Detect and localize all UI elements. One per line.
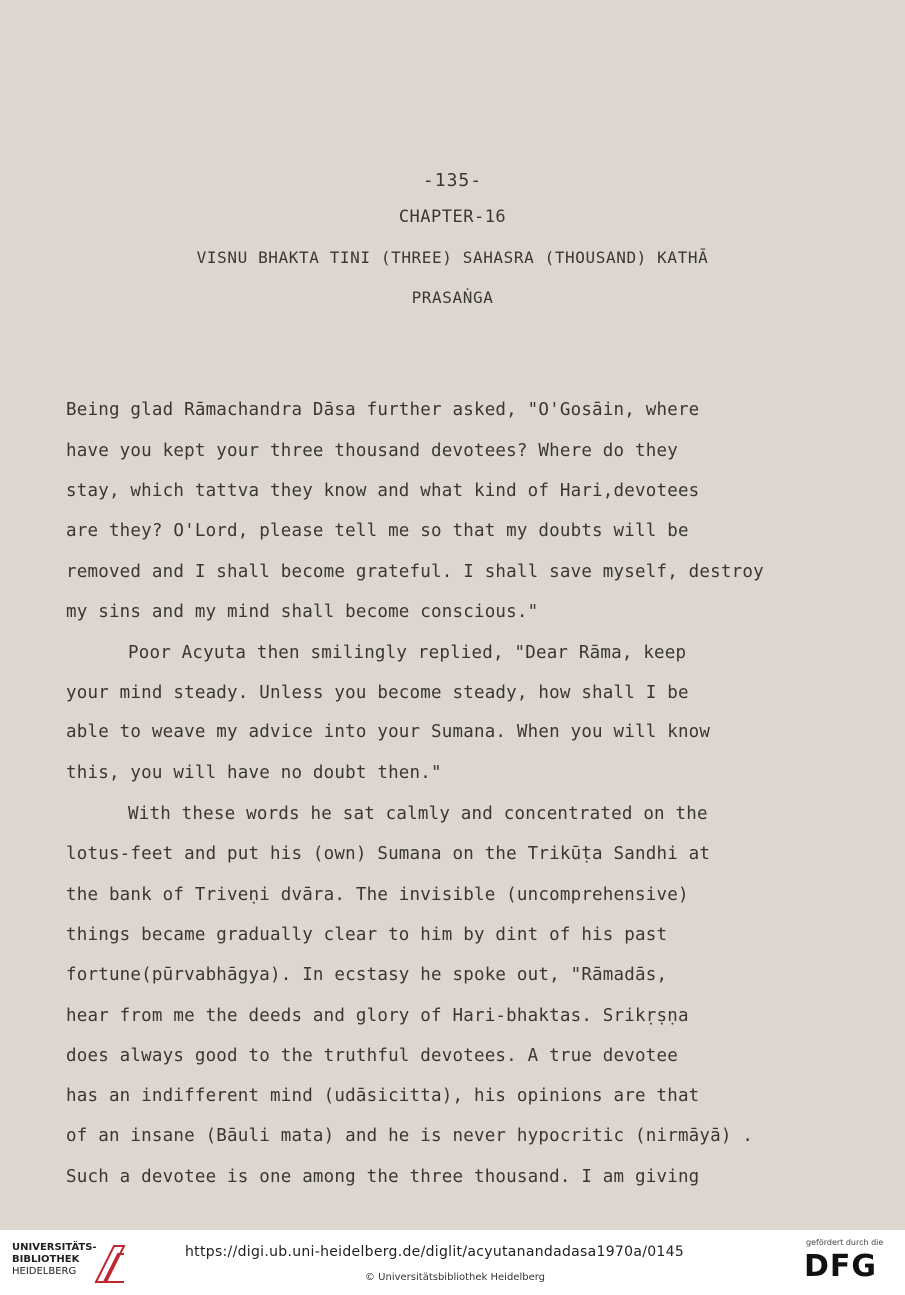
university-library-logo[interactable] (12, 1242, 132, 1286)
text-line: hear from me the deeds and glory of Hari-bhaktas. Srikṛṣṇa (66, 1006, 689, 1026)
text-line: my sins and my mind shall become conscious." (66, 602, 539, 622)
text-line: Being glad Rāmachandra Dāsa further asked, "O'Gosāin, where (66, 400, 700, 420)
text-line: able to weave my advice into your Sumana. When you will know (66, 722, 711, 742)
dfg-logo-text: DFG (804, 1249, 878, 1284)
permalink-url[interactable]: https://digi.ub.uni-heidelberg.de/diglit/acyutanandadasa1970a/0145 (185, 1244, 685, 1260)
text-line: fortune(pūrvabhāgya). In ecstasy he spoke out, "Rāmadās, (66, 965, 668, 985)
text-line: have you kept your three thousand devotees? Where do they (66, 441, 678, 461)
text-line: With these words he sat calmly and concentrated on the (128, 804, 708, 824)
page-number: -135- (422, 170, 483, 191)
text-line: removed and I shall become grateful. I shall save myself, destroy (66, 562, 764, 582)
text-line: the bank of Triveṇi dvāra. The invisible (uncomprehensive) (66, 885, 689, 905)
funder-caption: gefördert durch die (806, 1238, 884, 1247)
logo-line-3: HEIDELBERG (12, 1266, 77, 1277)
chapter-title-line-1: VISNU BHAKTA TINI (THREE) SAHASRA (THOUSAND) KATHĀ (196, 248, 709, 267)
text-line: has an indifferent mind (udāsicitta), his opinions are that (66, 1086, 700, 1106)
text-line: Such a devotee is one among the three thousand. I am giving (66, 1167, 700, 1187)
text-line: Poor Acyuta then smilingly replied, "Dear Rāma, keep (128, 643, 687, 663)
text-line: your mind steady. Unless you become steady, how shall I be (66, 683, 689, 703)
logo-line-2: BIBLIOTHEK (12, 1254, 80, 1265)
text-line: stay, which tattva they know and what kind of Hari,devotees (66, 481, 700, 501)
text-line: lotus-feet and put his (own) Sumana on the Trikūṭa Sandhi at (66, 844, 711, 864)
text-line: this, you will have no doubt then." (66, 763, 442, 783)
library-emblem-icon (92, 1242, 128, 1286)
text-line: does always good to the truthful devotees. A true devotee (66, 1046, 678, 1066)
chapter-title-line-2: PRASAṄGA (411, 288, 494, 307)
viewer-footer (0, 1230, 905, 1295)
text-line: things became gradually clear to him by dint of his past (66, 925, 668, 945)
chapter-heading: CHAPTER-16 (398, 207, 507, 227)
text-line: of an insane (Bāuli mata) and he is never hypocritic (nirmāyā) . (66, 1126, 754, 1146)
logo-line-1: UNIVERSITÄTS- (12, 1242, 97, 1253)
dfg-funder-logo[interactable] (800, 1238, 896, 1290)
text-line: are they? O'Lord, please tell me so that my doubts will be (66, 521, 689, 541)
copyright-notice: © Universitätsbibliothek Heidelberg (365, 1272, 546, 1283)
